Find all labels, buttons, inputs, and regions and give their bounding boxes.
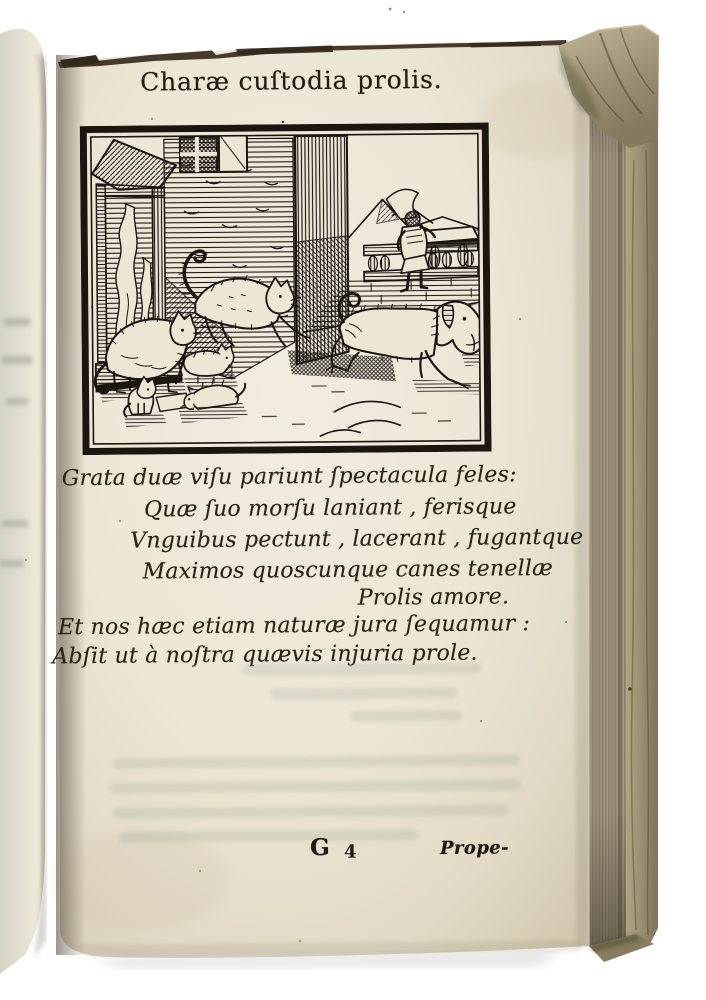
show-through-line bbox=[119, 829, 419, 843]
show-through-line bbox=[112, 754, 520, 769]
show-through-line bbox=[113, 804, 509, 818]
verse-line: Abſit ut à noſtra quævis injuria prole. bbox=[52, 640, 478, 670]
signature-mark-letter: G bbox=[309, 833, 330, 862]
verse-line: Grata duæ viſu pariunt ſpectacula feles: bbox=[61, 462, 517, 492]
catchword: Prope- bbox=[439, 837, 510, 859]
verse-line: Quæ ſuo morſu laniant , ferisque bbox=[143, 494, 517, 523]
verse-line: Et nos hæc etiam naturæ jura ſequamur : bbox=[57, 611, 531, 641]
show-through-line bbox=[350, 710, 462, 722]
verse-line: Prolis amore. bbox=[357, 584, 510, 611]
show-through-line bbox=[270, 687, 458, 700]
show-through-line bbox=[109, 779, 521, 794]
verse-line: Maximos quoscunque canes tenellæ bbox=[142, 555, 554, 585]
signature-mark-number: 4 bbox=[343, 841, 357, 863]
emblem-woodcut bbox=[80, 123, 492, 456]
show-through-line bbox=[241, 663, 481, 676]
page-heading: Charæ cuſtodia prolis. bbox=[140, 64, 443, 97]
verse-line: Vnguibus pectunt , lacerant , fugantque bbox=[130, 524, 584, 554]
